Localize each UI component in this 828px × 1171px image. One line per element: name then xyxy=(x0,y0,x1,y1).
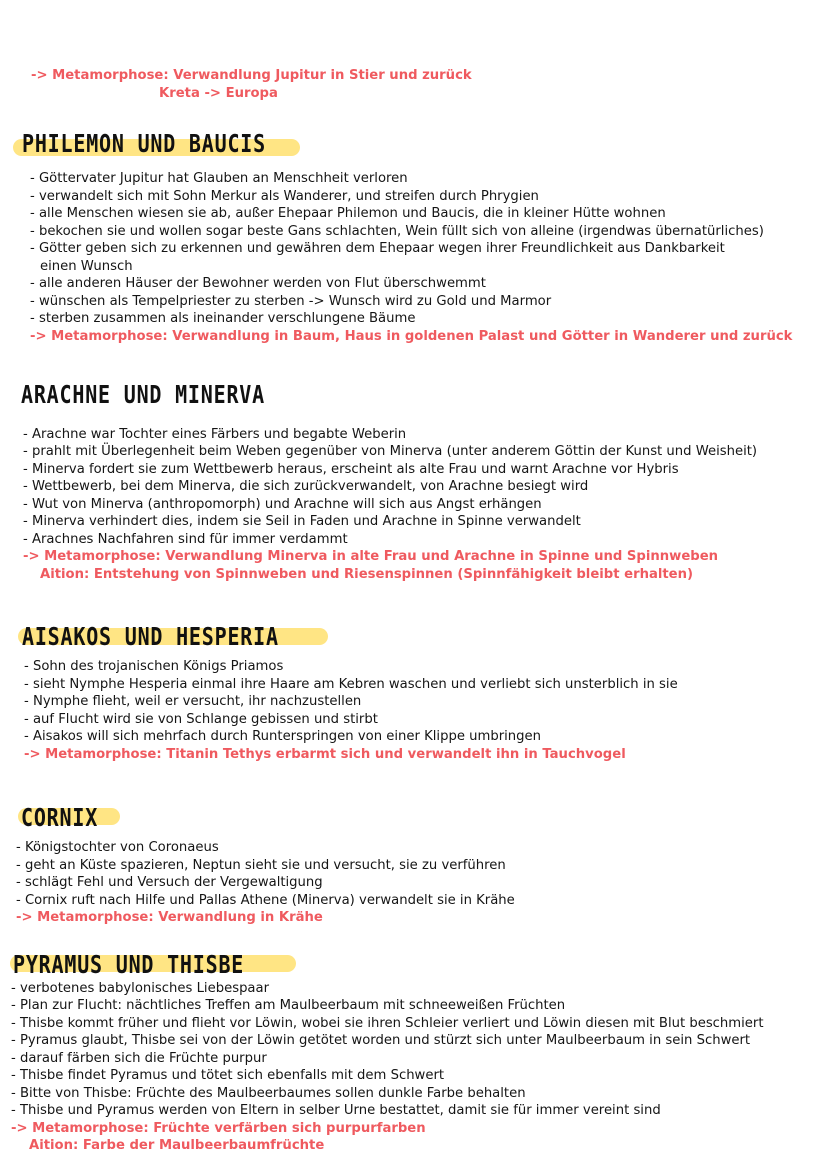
list-item: - verwandelt sich mit Sohn Merkur als Wanderer, und streifen durch Phrygien xyxy=(30,189,539,204)
list-item: - verbotenes babylonisches Liebespaar xyxy=(11,981,270,996)
section-title: ARACHNE UND MINERVA xyxy=(21,380,265,409)
section-title: AISAKOS UND HESPERIA xyxy=(22,622,279,651)
list-item: - darauf färben sich die Früchte purpur xyxy=(11,1051,267,1066)
list-item: - Arachne war Tochter eines Färbers und begabte Weberin xyxy=(23,427,407,442)
list-item: - Minerva fordert sie zum Wettbewerb heraus, erscheint als alte Frau und warnt Arachne vor Hybris xyxy=(23,462,679,477)
list-item: - Göttervater Jupitur hat Glauben an Menschheit verloren xyxy=(30,171,408,186)
list-item: - Thisbe findet Pyramus und tötet sich ebenfalls mit dem Schwert xyxy=(11,1068,445,1083)
list-item: - bekochen sie und wollen sogar beste Gans schlachten, Wein füllt sich von alleine (irgendwas übernatürliches) xyxy=(30,224,764,239)
list-item: - prahlt mit Überlegenheit beim Weben gegenüber von Minerva (unter anderem Göttin der Kunst und Weisheit) xyxy=(23,444,758,459)
intro-metamorphose-line: -> Metamorphose: Verwandlung Jupitur in Stier und zurück xyxy=(31,68,472,83)
list-item: - alle anderen Häuser der Bewohner werden von Flut überschwemmt xyxy=(30,276,486,291)
list-item: - Arachnes Nachfahren sind für immer verdammt xyxy=(23,532,348,547)
section-title: PHILEMON UND BAUCIS xyxy=(22,129,266,158)
metamorphose-line: -> Metamorphose: Verwandlung Minerva in alte Frau und Arachne in Spinne und Spinnweben xyxy=(23,549,719,564)
list-item: - Wettbewerb, bei dem Minerva, die sich zurückverwandelt, von Arachne besiegt wird xyxy=(23,479,589,494)
list-item: - Thisbe kommt früher und flieht vor Löwin, wobei sie ihren Schleier verliert und Löwin diesen mit Blut beschmiert xyxy=(11,1016,764,1031)
aition-line: Aition: Entstehung von Spinnweben und Riesenspinnen (Spinnfähigkeit bleibt erhalten) xyxy=(40,567,694,582)
list-item: - sieht Nymphe Hesperia einmal ihre Haare am Kebren waschen und verliebt sich unsterblich in sie xyxy=(24,677,678,692)
list-item: - auf Flucht wird sie von Schlange gebissen und stirbt xyxy=(24,712,378,727)
list-item: - Minerva verhindert dies, indem sie Seil in Faden und Arachne in Spinne verwandelt xyxy=(23,514,581,529)
section-title: PYRAMUS UND THISBE xyxy=(13,950,245,979)
metamorphose-line: -> Metamorphose: Verwandlung in Krähe xyxy=(16,910,323,925)
aition-line: Aition: Farbe der Maulbeerbaumfrüchte xyxy=(29,1138,325,1153)
list-item: - Königstochter von Coronaeus xyxy=(16,840,219,855)
list-item: - geht an Küste spazieren, Neptun sieht sie und versucht, sie zu verführen xyxy=(16,858,506,873)
metamorphose-line: -> Metamorphose: Titanin Tethys erbarmt sich und verwandelt ihn in Tauchvogel xyxy=(24,747,626,762)
list-item: - Sohn des trojanischen Königs Priamos xyxy=(24,659,284,674)
list-item: - Nymphe flieht, weil er versucht, ihr nachzustellen xyxy=(24,694,362,709)
list-item: - schlägt Fehl und Versuch der Vergewaltigung xyxy=(16,875,323,890)
list-item: - Plan zur Flucht: nächtliches Treffen am Maulbeerbaum mit schneeweißen Früchten xyxy=(11,998,566,1013)
list-item: - Aisakos will sich mehrfach durch Runterspringen von einer Klippe umbringen xyxy=(24,729,541,744)
list-item: - sterben zusammen als ineinander verschlungene Bäume xyxy=(30,311,416,326)
list-item: - alle Menschen wiesen sie ab, außer Ehepaar Philemon und Baucis, die in kleiner Hütte wohnen xyxy=(30,206,666,221)
list-item-continued: einen Wunsch xyxy=(40,259,133,274)
metamorphose-line: -> Metamorphose: Früchte verfärben sich purpurfarben xyxy=(11,1121,426,1136)
list-item: - wünschen als Tempelpriester zu sterben -> Wunsch wird zu Gold und Marmor xyxy=(30,294,552,309)
list-item: - Thisbe und Pyramus werden von Eltern in selber Urne bestattet, damit sie für immer vereint sind xyxy=(11,1103,661,1118)
section-title: CORNIX xyxy=(21,803,99,832)
list-item: - Götter geben sich zu erkennen und gewähren dem Ehepaar wegen ihrer Freundlichkeit aus Dankbarkeit xyxy=(30,241,725,256)
list-item: - Pyramus glaubt, Thisbe sei von der Löwin getötet worden und stürzt sich unter Maulbeerbaum in sein Schwert xyxy=(11,1033,751,1048)
list-item: - Bitte von Thisbe: Früchte des Maulbeerbaumes sollen dunkle Farbe behalten xyxy=(11,1086,526,1101)
intro-kreta-europa-line: Kreta -> Europa xyxy=(159,86,278,101)
list-item: - Wut von Minerva (anthropomorph) und Arachne will sich aus Angst erhängen xyxy=(23,497,542,512)
metamorphose-line: -> Metamorphose: Verwandlung in Baum, Haus in goldenen Palast und Götter in Wanderer und zurück xyxy=(30,329,793,344)
list-item: - Cornix ruft nach Hilfe und Pallas Athene (Minerva) verwandelt sie in Krähe xyxy=(16,893,515,908)
